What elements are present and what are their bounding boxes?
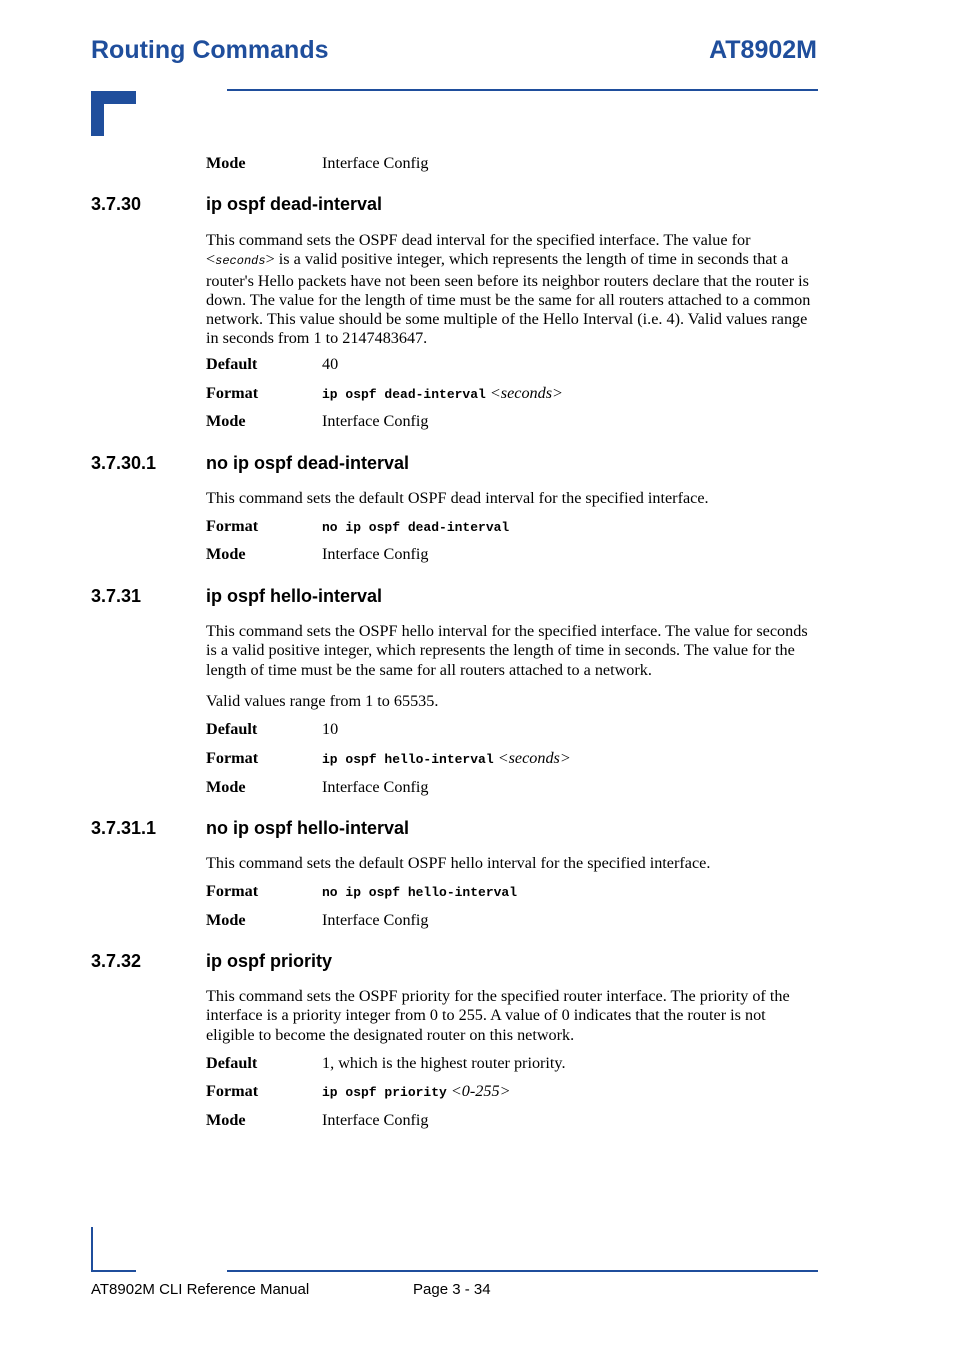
format-argument: <0-255> <box>450 1082 511 1100</box>
format-argument: <seconds> <box>489 384 563 402</box>
section-number: 3.7.32 <box>91 951 142 971</box>
mode-label: Mode <box>206 1111 246 1129</box>
format-command: no ip ospf dead-interval <box>322 520 510 535</box>
format-row <box>206 882 517 901</box>
mode-label: Mode <box>206 154 246 172</box>
mode-value: Interface Config <box>322 778 429 796</box>
section-heading-3-7-31 <box>91 586 382 607</box>
section-title: no ip ospf dead-interval <box>206 453 410 473</box>
mode-label: Mode <box>206 545 246 563</box>
format-command: no ip ospf hello-interval <box>322 885 518 900</box>
section-description: This command sets the OSPF hello interval for the specified interface. The value for seconds is a valid positive integer, which represents the length of time in seconds. The value for the length of time must be the same for all routers attached to a network. <box>206 622 808 679</box>
format-row <box>206 1082 511 1101</box>
default-value: 10 <box>322 720 339 738</box>
section-number: 3.7.30 <box>91 194 142 214</box>
mode-value: Interface Config <box>322 545 429 563</box>
default-value: 1, which is the highest router priority. <box>322 1054 566 1072</box>
mode-row <box>206 154 429 173</box>
header-rule <box>227 89 818 91</box>
default-label: Default <box>206 720 258 738</box>
mode-value: Interface Config <box>322 911 429 929</box>
section-heading-3-7-30-1 <box>91 453 409 474</box>
format-label: Format <box>206 1082 259 1100</box>
footer-rule <box>227 1270 818 1272</box>
header-product-name: AT8902M <box>709 36 817 64</box>
section-title: ip ospf dead-interval <box>206 194 383 214</box>
section-number: 3.7.31.1 <box>91 818 157 838</box>
format-label: Format <box>206 882 259 900</box>
mode-row <box>206 911 429 930</box>
mode-row <box>206 778 429 797</box>
default-row <box>206 355 338 374</box>
format-command: ip ospf hello-interval <box>322 752 494 767</box>
section-number: 3.7.30.1 <box>91 453 157 473</box>
default-label: Default <box>206 355 258 373</box>
default-label: Default <box>206 1054 258 1072</box>
footer-manual-title: AT8902M CLI Reference Manual <box>91 1281 310 1298</box>
default-row <box>206 1054 566 1073</box>
section-heading-3-7-32 <box>91 951 332 972</box>
section-description <box>206 231 818 349</box>
section-description: This command sets the default OSPF hello interval for the specified interface. <box>206 854 711 872</box>
footer-page-number: Page 3 - 34 <box>413 1281 491 1298</box>
mode-row <box>206 545 429 564</box>
format-command: ip ospf dead-interval <box>322 387 486 402</box>
description-text-rest: > is a valid positive integer, which represents the length of time in seconds that a router's Hello packets have not been seen before its neighbor routers declare that the router is down. The value for the length of time must be the same for all routers attached to a common network. This value should be some multiple of the Hello Interval (i.e. 4). Valid values range in seconds from 1 to 2147483647. <box>206 250 811 348</box>
section-description-valid-range: Valid values range from 1 to 65535. <box>206 692 439 710</box>
section-heading-3-7-31-1 <box>91 818 409 839</box>
section-title: ip ospf hello-interval <box>206 586 383 606</box>
section-description: This command sets the default OSPF dead interval for the specified interface. <box>206 489 709 507</box>
format-label: Format <box>206 749 259 767</box>
mode-label: Mode <box>206 911 246 929</box>
section-title: ip ospf priority <box>206 951 332 971</box>
mode-row <box>206 1111 429 1130</box>
mode-row <box>206 412 429 431</box>
header-section-title: Routing Commands <box>91 36 329 64</box>
mode-label: Mode <box>206 778 246 796</box>
mode-value: Interface Config <box>322 154 429 172</box>
section-description: This command sets the OSPF priority for the specified router interface. The priority of the interface is a priority integer from 0 to 255. A value of 0 indicates that the router is not eligible to become the designated router on this network. <box>206 987 790 1044</box>
format-command: ip ospf priority <box>322 1085 447 1100</box>
format-argument: <seconds> <box>497 749 571 767</box>
description-text: This command sets the OSPF dead interval for the specified interface. The value for < <box>206 231 751 269</box>
section-number: 3.7.31 <box>91 586 142 606</box>
default-value: 40 <box>322 355 339 373</box>
mode-value: Interface Config <box>322 412 429 430</box>
format-row <box>206 749 571 768</box>
section-title: no ip ospf hello-interval <box>206 818 410 838</box>
mode-label: Mode <box>206 412 246 430</box>
format-label: Format <box>206 384 259 402</box>
format-label: Format <box>206 517 259 535</box>
mode-value: Interface Config <box>322 1111 429 1129</box>
format-row <box>206 517 509 536</box>
section-heading-3-7-30 <box>91 194 382 215</box>
format-row <box>206 384 563 403</box>
default-row <box>206 720 338 739</box>
seconds-argument: seconds <box>215 254 266 269</box>
